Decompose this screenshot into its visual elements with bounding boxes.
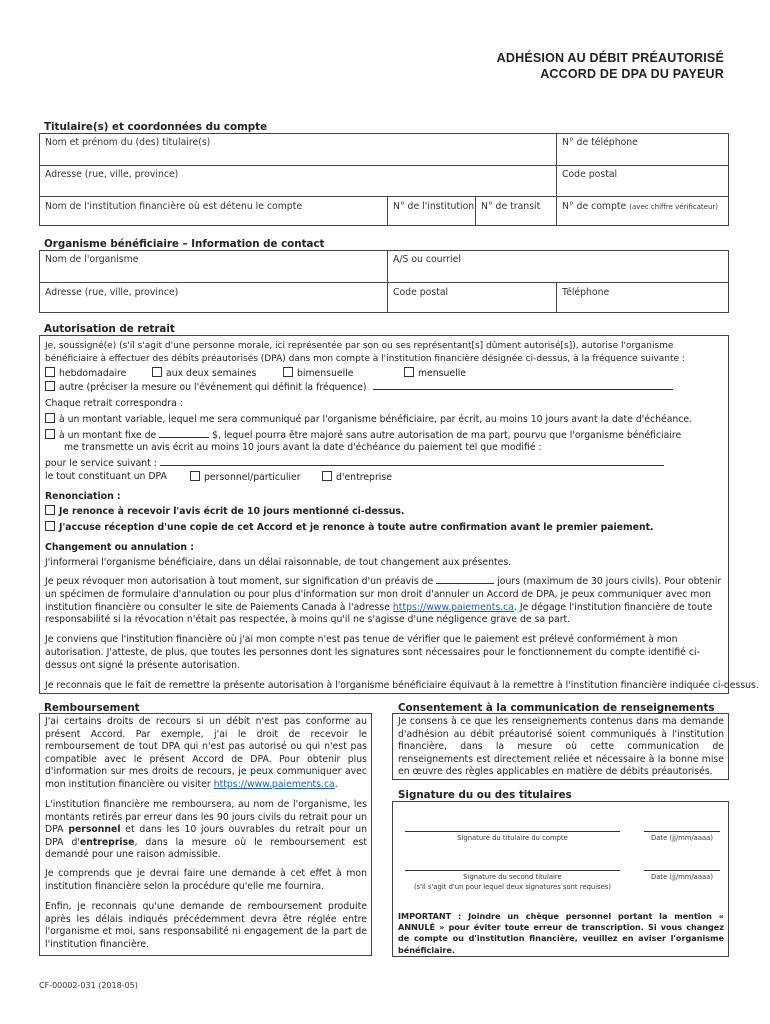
- refund-p1-text: J'ai certains droits de recours si un débit n'est pas conforme au présent Accord. Par exemple, j'ai le droit de recevoir le remboursement de tout DPA qui n'est pas autorisé ou qui n'est pas compatible avec le présent Accord de DPA. Pour obtenir plus d'information sur mes droits de recours, je peux communiquer avec mon institution financière ou visiter: [45, 716, 367, 790]
- form-subtitle: ACCORD DE DPA DU PAYEUR: [540, 67, 724, 81]
- signature-2-line[interactable]: [405, 870, 620, 871]
- checkbox[interactable]: [45, 381, 55, 391]
- service-label: pour le service suivant :: [45, 458, 157, 469]
- account-number-note: (avec chiffre vérificateur): [629, 203, 719, 211]
- freq-other-option[interactable]: [45, 381, 673, 393]
- variable-amount-option[interactable]: [45, 413, 692, 425]
- service-line[interactable]: [45, 457, 664, 469]
- freq-monthly-label: mensuelle: [418, 368, 467, 379]
- form-code: CF-00002-031 (2018-05): [39, 981, 138, 990]
- refund-section-title: Remboursement: [44, 702, 140, 714]
- important-text: Joindre un chèque personnel portant la mention « ANNULÉ » pour éviter toute erreur de transcription. Si vous changez de compte ou d'institution financière, veuillez en aviser l'organisme bénéficiaire.: [398, 911, 724, 955]
- refund-paragraph-3: Je comprends que je devrai faire une demande à cet effet à mon institution financière selon la procédure qu'elle me fournira.: [45, 868, 367, 892]
- important-label: IMPORTANT :: [398, 911, 462, 921]
- holder-section-title: Titulaire(s) et coordonnées du compte: [44, 121, 268, 133]
- payments-canada-link[interactable]: https://www.paiements.ca: [392, 601, 514, 613]
- revoke-days-input[interactable]: [436, 575, 494, 584]
- date-1-line[interactable]: [644, 831, 720, 832]
- freq-biweekly-option[interactable]: [152, 367, 256, 379]
- payee-address-field[interactable]: Adresse (rue, ville, province): [45, 287, 179, 298]
- checkbox[interactable]: [322, 471, 332, 481]
- fixed-amount-note: me transmette un avis écrit au moins 10 jours avant la date d'échéance du paiement tel que modifié :: [64, 442, 542, 453]
- payee-name-field[interactable]: Nom de l'organisme: [45, 254, 139, 265]
- signature-1-label: Signature du titulaire du compte: [457, 834, 568, 842]
- payee-contact-field[interactable]: A/S ou courriel: [393, 254, 461, 265]
- checkbox[interactable]: [45, 521, 55, 531]
- holder-col-divider: [556, 133, 557, 226]
- change-text: J'informerai l'organisme bénéficiaire, dans un délai raisonnable, de tout changement aux présentes.: [45, 557, 512, 568]
- freq-other-input[interactable]: [373, 381, 673, 390]
- institution-number-field[interactable]: N° de l'institution: [393, 201, 475, 212]
- consent-text: Je consens à ce que les renseignements contenus dans ma demande d'adhésion au débit préautorisé soient communiqués à l'institution financière, dans la mesure où cette communication de renseignements est directement reliée et nécessaire à la bonne mise en œuvre des règles applicables en matière de débits préautorisés.: [398, 716, 724, 777]
- important-note: [398, 911, 724, 956]
- refund-p1-end: .: [334, 778, 338, 790]
- date-1-label: Date (jj/mm/aaaa): [651, 834, 713, 842]
- refund-paragraph-1: [45, 716, 367, 791]
- date-2-line[interactable]: [644, 870, 720, 871]
- signature-section-title: Signature du ou des titulaires: [398, 789, 572, 801]
- checkbox[interactable]: [152, 367, 162, 377]
- holder-name-field[interactable]: Nom et prénom du (des) titulaire(s): [45, 137, 211, 148]
- refund-p2-c: , dans la mesure où le remboursement est demandé pour une raison admissible.: [45, 836, 367, 860]
- checkbox[interactable]: [404, 367, 414, 377]
- signature-1-line[interactable]: [405, 831, 620, 832]
- holder-address-field[interactable]: Adresse (rue, ville, province): [45, 169, 179, 180]
- account-number-field[interactable]: [562, 201, 718, 212]
- refund-p2-a: L'institution financière me remboursera, au nom de l'organisme, les montants retirés par erreur dans les 90 jours civils du retrait pour un DPA: [45, 799, 367, 835]
- waiver-option-1[interactable]: [45, 505, 404, 517]
- revoke-text-a: Je peux révoquer mon autorisation à tout moment, sur signification d'un préavis de: [45, 576, 434, 587]
- holder-col-divider: [387, 196, 388, 226]
- acknowledge-text: Je reconnais que le fait de remettre la présente autorisation à l'organisme bénéficiaire équivaut à la remettre à l'institution financière indiquée ci-dessus.: [45, 680, 759, 691]
- payee-col-divider: [387, 250, 388, 313]
- fixed-amount-option[interactable]: [45, 429, 681, 441]
- checkbox[interactable]: [190, 471, 200, 481]
- fixed-amount-input[interactable]: [159, 429, 209, 438]
- payee-row-divider: [39, 282, 729, 283]
- refund-paragraph-2: [45, 799, 367, 862]
- personal-label: personnel/particulier: [204, 472, 301, 483]
- account-number-label: N° de compte: [562, 201, 627, 212]
- refund-link[interactable]: https://www.paiements.ca: [213, 778, 335, 790]
- freq-semimonthly-label: bimensuelle: [297, 368, 354, 379]
- holder-phone-field[interactable]: N° de téléphone: [562, 137, 638, 148]
- payee-col-divider: [556, 282, 557, 313]
- service-input[interactable]: [160, 457, 664, 466]
- holder-row-divider: [39, 196, 729, 197]
- authorization-intro: Je, soussigné(e) (s'il s'agit d'une personne morale, ici représentée par son ou ses représentant[s] dûment autorisé[s]), autorise l'organisme bénéficiaire à effectuer des débits préautorisés (DPA) dans mon compte à l'institution financière désignée ci-dessus, à la fréquence suivante :: [45, 341, 685, 364]
- fixed-amount-label: à un montant fixe de: [59, 430, 157, 441]
- freq-other-label: autre (préciser la mesure ou l'événement qui définit la fréquence): [59, 382, 367, 393]
- refund-p2-bold-business: entreprise: [79, 836, 135, 848]
- holder-postal-field[interactable]: Code postal: [562, 169, 618, 180]
- checkbox[interactable]: [283, 367, 293, 377]
- each-withdrawal-label: Chaque retrait correspondra :: [45, 398, 183, 409]
- transit-number-field[interactable]: N° de transit: [481, 201, 541, 212]
- waiver-1-label: Je renonce à recevoir l'avis écrit de 10 jours mentionné ci-dessus.: [59, 506, 405, 517]
- date-2-label: Date (jj/mm/aaaa): [651, 873, 713, 881]
- refund-p2-bold-personal: personnel: [68, 824, 121, 835]
- checkbox[interactable]: [45, 429, 55, 439]
- refund-p2-b: et dans les 10 jours ouvrables du retrait pour un DPA d': [45, 824, 367, 848]
- form-title: ADHÉSION AU DÉBIT PRÉAUTORISÉ: [496, 51, 724, 65]
- holder-col-divider: [475, 196, 476, 226]
- waiver-title: Renonciation :: [45, 491, 121, 502]
- payee-postal-field[interactable]: Code postal: [393, 287, 449, 298]
- variable-amount-label: à un montant variable, lequel me sera communiqué par l'organisme bénéficiaire, par écrit, au moins 10 jours avant la date d'échéance.: [59, 414, 693, 425]
- signature-2-label: Signature du second titulaire: [463, 873, 562, 881]
- freq-weekly-label: hebdomadaire: [59, 368, 127, 379]
- agree-text: Je conviens que l'institution financière où j'ai mon compte n'est pas tenue de vérifier que le paiement est prélevé conformément à mon autorisation. J'atteste, de plus, que toutes les personnes dont les signatures sont nécessaires pour le fonctionnement du compte identifié ci-dessus ont signé la présente autorisation.: [45, 634, 700, 671]
- all-constitute-label: le tout constituant un DPA: [45, 471, 167, 482]
- revoke-text-c: . Je dégage l'institution financière de toute responsabilité si la révocation n'était pas respectée, à moins qu'il ne s'agisse d'une négligence grave de sa part.: [45, 601, 713, 626]
- freq-biweekly-label: aux deux semaines: [166, 368, 257, 379]
- freq-semimonthly-option[interactable]: [283, 367, 354, 379]
- checkbox[interactable]: [45, 413, 55, 423]
- refund-paragraph-4: Enfin, je reconnais qu'une demande de remboursement produite après les délais indiqués précédemment devra être réglée entre l'organisme et moi, sans responsabilité ni engagement de la part de l'institution financière.: [45, 901, 367, 950]
- waiver-option-2[interactable]: [45, 521, 654, 533]
- business-option[interactable]: [322, 471, 392, 483]
- personal-option[interactable]: [190, 471, 301, 483]
- checkbox[interactable]: [45, 367, 55, 377]
- revoke-text-b: jours (maximum de 30 jours civils). Pour obtenir un spécimen de formulaire d'annulation ou pour plus d'information sur mon droit d'annuler un Accord de DPA, je peux communiquer avec mon institution financière ou consulter le site de Paiements Canada à l'adresse: [45, 576, 722, 613]
- revoke-text: [45, 575, 723, 627]
- consent-section-title: Consentement à la communication de renseignements: [398, 702, 715, 714]
- authorization-section-title: Autorisation de retrait: [44, 323, 175, 335]
- freq-monthly-option[interactable]: [404, 367, 466, 379]
- signature-2-note: (s'il s'agit d'un pour lequel deux signatures sont requises): [413, 883, 611, 891]
- checkbox[interactable]: [45, 505, 55, 515]
- business-label: d'entreprise: [336, 472, 392, 483]
- institution-name-field[interactable]: Nom de l'institution financière où est détenu le compte: [45, 201, 303, 212]
- payee-phone-field[interactable]: Téléphone: [562, 287, 610, 298]
- fixed-amount-label-cont: $, lequel pourra être majoré sans autre autorisation de ma part, pourvu que l'organisme bénéficiaire: [212, 430, 682, 441]
- waiver-2-label: J'accuse réception d'une copie de cet Accord et je renonce à toute autre confirmation avant le premier paiement.: [59, 522, 654, 533]
- holder-row-divider: [39, 165, 729, 166]
- payee-section-title: Organisme bénéficiaire – Information de contact: [44, 238, 325, 250]
- freq-weekly-option[interactable]: [45, 367, 126, 379]
- change-title: Changement ou annulation :: [45, 542, 195, 553]
